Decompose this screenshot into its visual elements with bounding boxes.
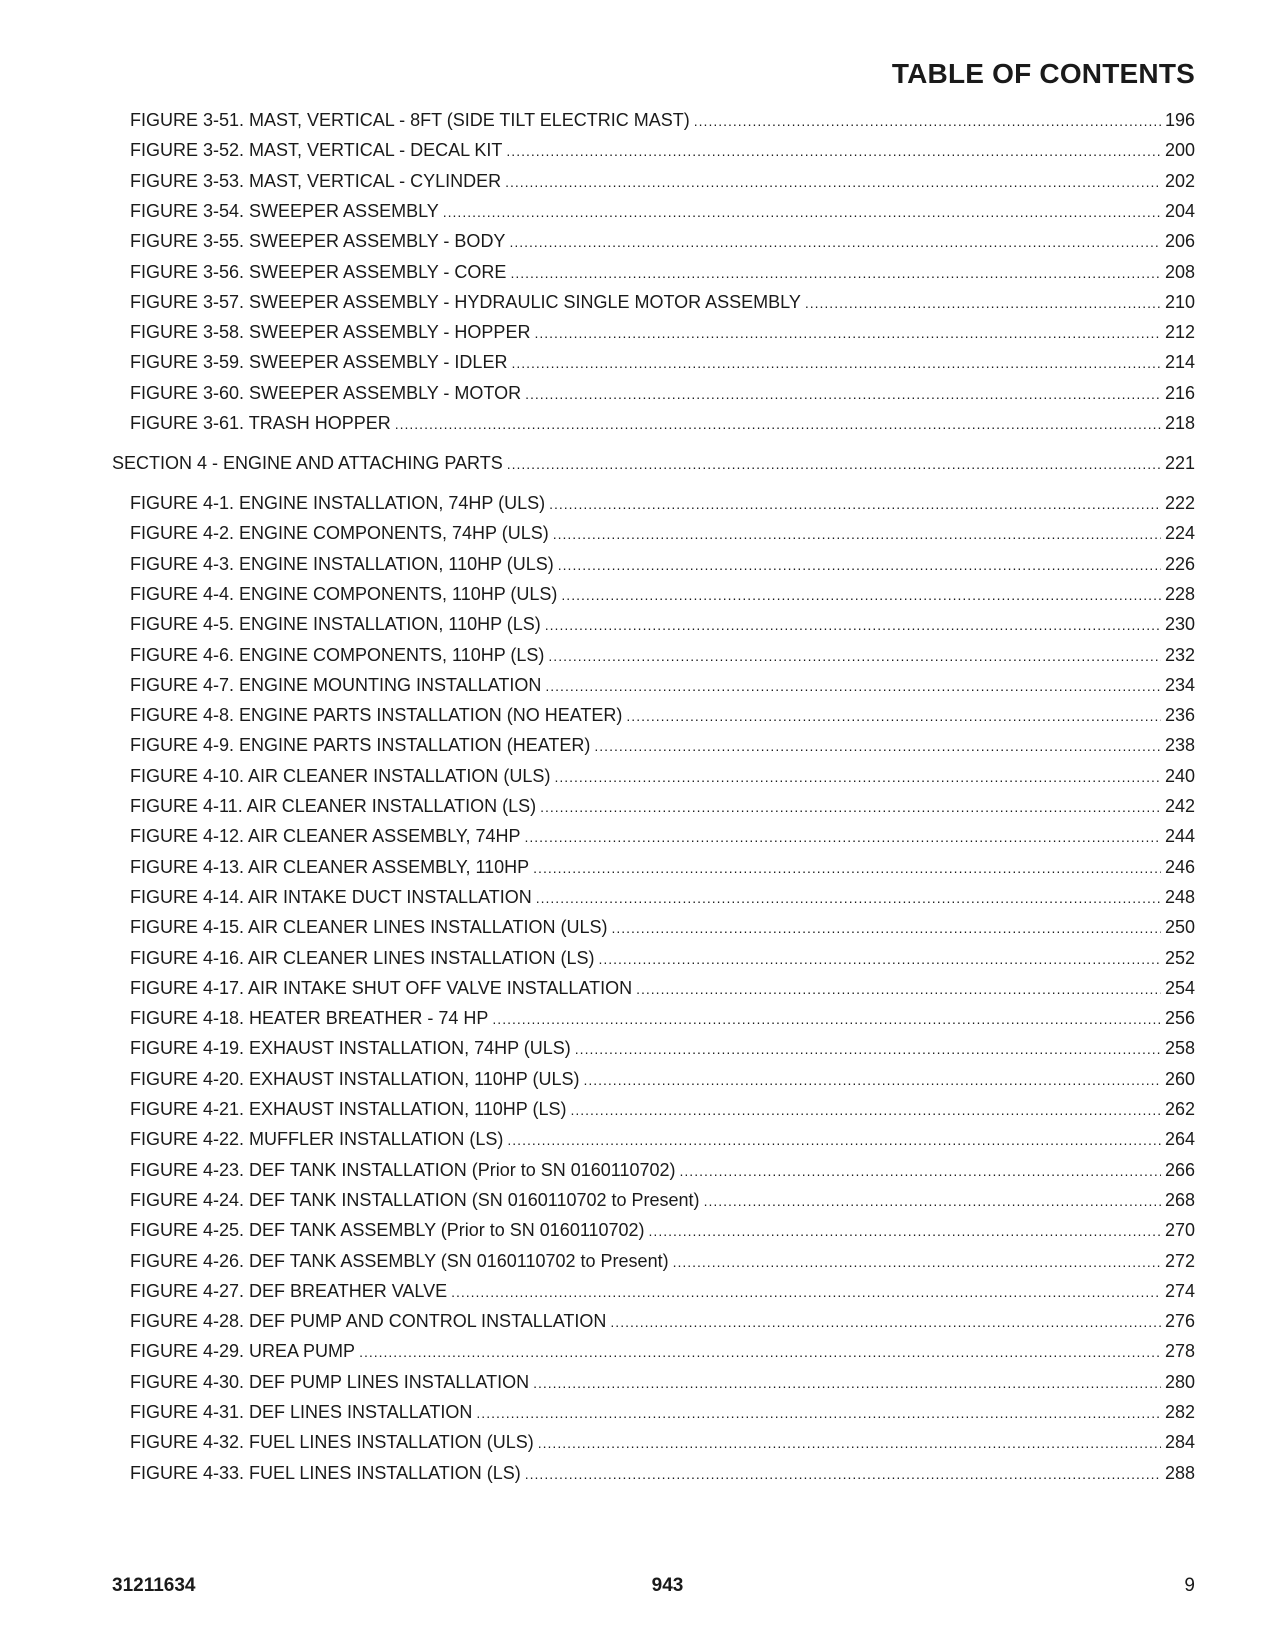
toc-entry-page: 202 [1164,170,1195,191]
toc-dot-leader [549,491,1161,516]
toc-dot-leader [540,794,1161,819]
toc-dot-leader [583,1067,1160,1092]
toc-dot-leader [626,703,1161,728]
toc-dot-leader [538,1430,1161,1455]
toc-dot-leader [649,1218,1161,1243]
toc-entry-page: 246 [1164,856,1195,877]
toc-dot-leader [525,1461,1161,1486]
toc-entry-title: FIGURE 4-7. ENGINE MOUNTING INSTALLATION [130,674,542,695]
toc-entry-page: 238 [1164,735,1195,756]
toc-figure-entry[interactable] [130,1339,1195,1363]
toc-figure-entry[interactable] [130,1158,1195,1182]
toc-figure-entry[interactable] [130,1370,1195,1394]
toc-dot-leader [509,229,1161,254]
toc-figure-entry[interactable] [130,350,1195,374]
toc-section-entry[interactable] [112,451,1195,475]
toc-figure-entry[interactable] [130,824,1195,848]
toc-entry-page: 216 [1164,382,1195,403]
toc-dot-leader [558,552,1161,577]
toc-figure-entry[interactable] [130,764,1195,788]
toc-dot-leader [545,673,1161,698]
toc-figure-entry[interactable] [130,260,1195,284]
toc-entry-title: FIGURE 4-31. DEF LINES INSTALLATION [130,1402,473,1422]
toc-figure-entry[interactable] [130,108,1195,132]
toc-entry-page: 244 [1164,826,1195,847]
toc-figure-entry[interactable] [130,673,1195,697]
toc-dot-leader [534,320,1161,345]
toc-dot-leader [594,733,1161,758]
toc-figure-entry[interactable] [130,582,1195,606]
toc-dot-leader [525,381,1161,406]
toc-entry-page: 266 [1164,1159,1195,1180]
toc-figure-entry[interactable] [130,1097,1195,1121]
toc-entry-page: 254 [1164,977,1195,998]
toc-entry-page: 204 [1164,200,1195,221]
toc-figure-entry[interactable] [130,1006,1195,1030]
toc-entry-title: FIGURE 4-13. AIR CLEANER ASSEMBLY, 110HP [130,856,530,877]
toc-dot-leader [704,1188,1161,1213]
toc-dot-leader [554,764,1161,789]
toc-dot-leader [507,451,1161,476]
toc-figure-entry[interactable] [130,138,1195,162]
toc-entry-page: 260 [1164,1068,1195,1089]
toc-entry-title: FIGURE 4-15. AIR CLEANER LINES INSTALLATION (ULS) [130,917,608,938]
toc-dot-leader [536,885,1161,910]
toc-dot-leader [545,612,1161,637]
toc-dot-leader [533,855,1161,880]
toc-figure-entry[interactable] [130,552,1195,576]
toc-entry-title: FIGURE 4-25. DEF TANK ASSEMBLY (Prior to SN 0160110702) [130,1220,645,1241]
toc-entry-title: FIGURE 4-30. DEF PUMP LINES INSTALLATION [130,1371,530,1392]
toc-dot-leader [570,1097,1160,1122]
toc-entry-page: 236 [1164,705,1195,726]
toc-entry-page: 200 [1164,140,1195,161]
toc-entry-title: FIGURE 3-53. MAST, VERTICAL - CYLINDER [130,170,502,191]
toc-entry-title: FIGURE 4-3. ENGINE INSTALLATION, 110HP (ULS) [130,553,554,574]
toc-entry-title: FIGURE 4-8. ENGINE PARTS INSTALLATION (NO HEATER) [130,705,623,726]
toc-entry-title: FIGURE 3-60. SWEEPER ASSEMBLY - MOTOR [130,382,522,403]
toc-dot-leader [395,411,1161,436]
toc-entry-page: 242 [1164,796,1195,816]
toc-figure-entry[interactable] [130,1218,1195,1242]
toc-entry-page: 262 [1164,1099,1195,1119]
toc-figure-entry[interactable] [130,1400,1195,1424]
toc-entry-title: FIGURE 4-11. AIR CLEANER INSTALLATION (LS) [130,796,537,816]
toc-entry-title: FIGURE 4-19. EXHAUST INSTALLATION, 74HP (ULS) [130,1038,571,1059]
toc-dot-leader [492,1006,1161,1031]
toc-dot-leader [533,1370,1161,1395]
toc-dot-leader [611,915,1160,940]
toc-entry-title: FIGURE 4-17. AIR INTAKE SHUT OFF VALVE INSTALLATION [130,977,633,998]
footer-doc-number: 31211634 [112,1575,196,1596]
toc-figure-entry[interactable] [130,1067,1195,1091]
toc-entry-page: 256 [1164,1008,1195,1029]
toc-dot-leader [511,350,1161,375]
toc-dot-leader [451,1279,1161,1304]
toc-entry-page: 196 [1164,110,1195,130]
toc-entry-page: 234 [1164,674,1195,695]
toc-entry-page: 218 [1164,413,1195,433]
toc-entry-title: FIGURE 4-27. DEF BREATHER VALVE [130,1280,448,1301]
toc-entry-page: 230 [1164,614,1195,635]
toc-entry-page: 272 [1164,1250,1195,1271]
toc-entry-title: FIGURE 4-6. ENGINE COMPONENTS, 110HP (LS) [130,644,545,665]
toc-figure-entry[interactable] [130,855,1195,879]
footer-model: 943 [651,1575,684,1596]
toc-entry-title: FIGURE 4-23. DEF TANK INSTALLATION (Prior to SN 0160110702) [130,1159,676,1180]
toc-entry-page: 258 [1164,1038,1195,1059]
toc-entry-title: FIGURE 4-5. ENGINE INSTALLATION, 110HP (LS) [130,614,541,635]
toc-figure-entry[interactable] [130,946,1195,970]
toc-dot-leader [505,169,1161,194]
toc-entry-title: FIGURE 4-21. EXHAUST INSTALLATION, 110HP (LS) [130,1099,567,1119]
toc-entry-page: 228 [1164,583,1195,604]
toc-dot-leader [636,976,1161,1001]
toc-figure-entry[interactable] [130,320,1195,344]
toc-dot-leader [507,1127,1161,1152]
toc-entry-page: 252 [1164,947,1195,968]
toc-entry-title: FIGURE 3-54. SWEEPER ASSEMBLY [130,200,439,221]
toc-dot-leader [561,582,1161,607]
toc-entry-page: 222 [1164,493,1195,513]
toc-entry-page: 250 [1164,917,1195,938]
toc-dot-leader [694,108,1161,133]
toc-figure-entry[interactable] [130,381,1195,405]
toc-figure-entry[interactable] [130,491,1195,515]
toc-entry-title: FIGURE 3-56. SWEEPER ASSEMBLY - CORE [130,261,507,282]
toc-entry-title: FIGURE 4-12. AIR CLEANER ASSEMBLY, 74HP [130,826,521,847]
toc-figure-entry[interactable] [130,643,1195,667]
toc-figure-entry[interactable] [130,169,1195,193]
toc-figure-entry[interactable] [130,703,1195,727]
toc-entry-title: FIGURE 4-9. ENGINE PARTS INSTALLATION (HEATER) [130,735,591,756]
toc-figure-entry[interactable] [130,976,1195,1000]
toc-entry-page: 210 [1164,291,1195,312]
toc-figure-entry[interactable] [130,915,1195,939]
toc-entry-title: FIGURE 4-4. ENGINE COMPONENTS, 110HP (ULS) [130,583,558,604]
toc-figure-entry[interactable] [130,1036,1195,1060]
toc-dot-leader [506,138,1161,163]
toc-figure-entry[interactable] [130,199,1195,223]
toc-entry-title: FIGURE 4-2. ENGINE COMPONENTS, 74HP (ULS) [130,523,549,544]
toc-figure-entry[interactable] [130,1309,1195,1333]
toc-dot-leader [476,1400,1161,1425]
toc-entry-page: 288 [1164,1462,1195,1483]
toc-entry-title: FIGURE 4-18. HEATER BREATHER - 74 HP [130,1008,489,1029]
toc-entry-title: FIGURE 4-14. AIR INTAKE DUCT INSTALLATION [130,886,532,907]
toc-figure-entry[interactable] [130,1127,1195,1151]
toc-figure-entry[interactable] [130,1249,1195,1273]
toc-entry-page: 270 [1164,1220,1195,1241]
toc-dot-leader [548,643,1161,668]
toc-entry-title: FIGURE 4-1. ENGINE INSTALLATION, 74HP (ULS) [130,493,546,513]
toc-entry-title: FIGURE 3-55. SWEEPER ASSEMBLY - BODY [130,231,506,252]
toc-figure-entry[interactable] [130,290,1195,314]
toc-figure-entry[interactable] [130,229,1195,253]
toc-dot-leader [443,199,1161,224]
toc-entry-page: 268 [1164,1189,1195,1210]
toc-entry-title: FIGURE 4-22. MUFFLER INSTALLATION (LS) [130,1129,504,1150]
toc-entry-title: FIGURE 4-24. DEF TANK INSTALLATION (SN 0160110702 to Present) [130,1189,700,1210]
toc-entry-title: FIGURE 4-29. UREA PUMP [130,1341,356,1362]
toc-dot-leader [525,824,1161,849]
toc-figure-entry[interactable] [130,885,1195,909]
toc-entry-title: FIGURE 4-28. DEF PUMP AND CONTROL INSTALLATION [130,1311,607,1332]
toc-entry-title: FIGURE 4-32. FUEL LINES INSTALLATION (ULS) [130,1432,534,1453]
toc-figure-entry[interactable] [130,521,1195,545]
toc-entry-page: 280 [1164,1371,1195,1392]
toc-dot-leader [575,1036,1161,1061]
toc-entry-page: 206 [1164,231,1195,252]
toc-figure-entry[interactable] [130,1279,1195,1303]
toc-entry-page: 226 [1164,553,1195,574]
toc-entry-page: 282 [1164,1402,1195,1422]
toc-entry-page: 212 [1164,322,1195,343]
toc-entry-title: FIGURE 3-52. MAST, VERTICAL - DECAL KIT [130,140,503,161]
toc-entry-page: 240 [1164,765,1195,786]
toc-figure-entry[interactable] [130,733,1195,757]
toc-figure-entry[interactable] [130,1461,1195,1485]
toc-entry-title: FIGURE 4-10. AIR CLEANER INSTALLATION (ULS) [130,765,551,786]
toc-entry-title: FIGURE 4-33. FUEL LINES INSTALLATION (LS) [130,1462,521,1483]
toc-entry-title: SECTION 4 - ENGINE AND ATTACHING PARTS [112,453,503,473]
toc-entry-page: 284 [1164,1432,1195,1453]
toc-entry-title: FIGURE 3-58. SWEEPER ASSEMBLY - HOPPER [130,322,531,343]
toc-entry-page: 276 [1164,1311,1195,1332]
toc-entry-page: 232 [1164,644,1195,665]
toc-entry-page: 208 [1164,261,1195,282]
toc-entry-title: FIGURE 4-16. AIR CLEANER LINES INSTALLATION (LS) [130,947,595,968]
toc-entry-title: FIGURE 3-59. SWEEPER ASSEMBLY - IDLER [130,352,508,373]
toc-entry-page: 274 [1164,1280,1195,1301]
toc-figure-entry[interactable] [130,612,1195,636]
toc-dot-leader [610,1309,1161,1334]
toc-entry-page: 221 [1164,453,1195,473]
toc-entry-title: FIGURE 4-20. EXHAUST INSTALLATION, 110HP (ULS) [130,1068,580,1089]
toc-entry-page: 278 [1164,1341,1195,1362]
toc-dot-leader [359,1339,1161,1364]
toc-entry-page: 264 [1164,1129,1195,1150]
toc-entry-page: 248 [1164,886,1195,907]
toc-dot-leader [510,260,1161,285]
toc-dot-leader [805,290,1161,315]
toc-figure-entry[interactable] [130,1430,1195,1454]
page-title: TABLE OF CONTENTS [891,58,1195,89]
toc-dot-leader [553,521,1161,546]
toc-figure-entry[interactable] [130,794,1195,818]
toc-entry-title: FIGURE 3-51. MAST, VERTICAL - 8FT (SIDE TILT ELECTRIC MAST) [130,110,690,130]
toc-entry-title: FIGURE 3-61. TRASH HOPPER [130,413,391,433]
toc-figure-entry[interactable] [130,411,1195,435]
toc-entry-title: FIGURE 4-26. DEF TANK ASSEMBLY (SN 0160110702 to Present) [130,1250,669,1271]
toc-dot-leader [673,1249,1161,1274]
footer-page-number: 9 [1184,1575,1195,1596]
toc-figure-entry[interactable] [130,1188,1195,1212]
toc-entry-title: FIGURE 3-57. SWEEPER ASSEMBLY - HYDRAULIC SINGLE MOTOR ASSEMBLY [130,291,801,312]
toc-dot-leader [598,946,1160,971]
toc-entry-page: 224 [1164,523,1195,544]
toc-entry-page: 214 [1164,352,1195,373]
toc-dot-leader [680,1158,1161,1183]
